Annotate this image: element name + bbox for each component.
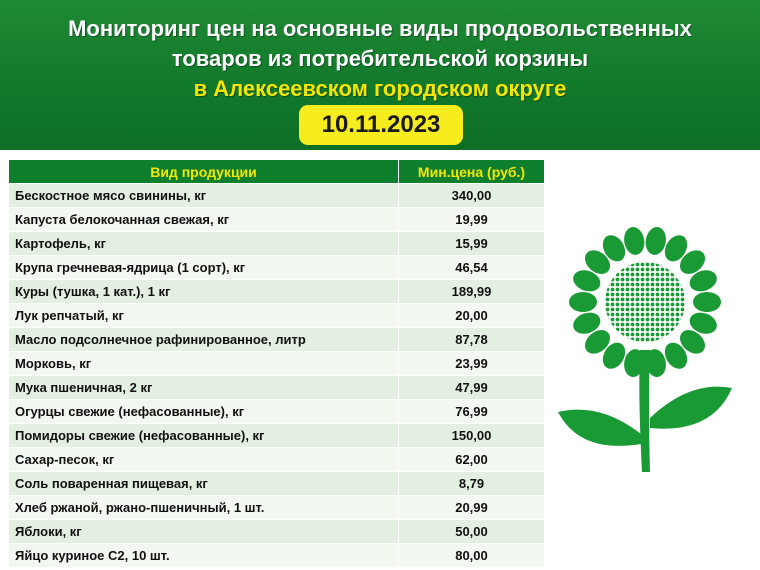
sunflower-petal (643, 225, 668, 256)
product-name: Лук репчатый, кг (9, 304, 399, 328)
title-line-1: Мониторинг цен на основные виды продовольственных (68, 16, 692, 41)
product-name: Куры (тушка, 1 кат.), 1 кг (9, 280, 399, 304)
table-row (9, 448, 545, 472)
product-name: Морковь, кг (9, 352, 399, 376)
table-row (9, 352, 545, 376)
table-row (9, 400, 545, 424)
header-banner (0, 0, 760, 150)
table-row (9, 376, 545, 400)
product-name: Капуста белокочанная свежая, кг (9, 208, 399, 232)
table-row (9, 328, 545, 352)
product-name: Яблоки, кг (9, 520, 399, 544)
product-price: 76,99 (399, 400, 545, 424)
product-name: Крупа гречневая-ядрица (1 сорт), кг (9, 256, 399, 280)
product-price: 189,99 (399, 280, 545, 304)
product-name: Хлеб ржаной, ржано-пшеничный, 1 шт. (9, 496, 399, 520)
product-name: Бескостное мясо свинины, кг (9, 184, 399, 208)
product-price: 23,99 (399, 352, 545, 376)
title-line-2: товаров из потребительской корзины (171, 46, 589, 71)
product-price: 19,99 (399, 208, 545, 232)
product-price: 340,00 (399, 184, 545, 208)
product-price: 20,99 (399, 496, 545, 520)
product-name: Яйцо куриное С2, 10 шт. (9, 544, 399, 568)
table-row (9, 520, 545, 544)
sunflower-icon (540, 222, 750, 480)
table-row (9, 544, 545, 568)
product-name: Помидоры свежие (нефасованные), кг (9, 424, 399, 448)
sunflower-petal (569, 292, 597, 312)
product-price: 150,00 (399, 424, 545, 448)
sunflower-petal (622, 225, 647, 256)
table-row (9, 232, 545, 256)
product-price: 46,54 (399, 256, 545, 280)
product-price: 8,79 (399, 472, 545, 496)
table-header-row (9, 160, 545, 184)
table-row (9, 304, 545, 328)
product-price: 47,99 (399, 376, 545, 400)
product-price: 62,00 (399, 448, 545, 472)
column-header-price: Мин.цена (руб.) (399, 160, 545, 184)
table-row (9, 472, 545, 496)
table-row (9, 256, 545, 280)
product-name: Огурцы свежие (нефасованные), кг (9, 400, 399, 424)
table-row (9, 424, 545, 448)
column-header-product: Вид продукции (9, 160, 399, 184)
product-price: 15,99 (399, 232, 545, 256)
table-row (9, 208, 545, 232)
page-title (0, 14, 760, 104)
table-row (9, 280, 545, 304)
table-row (9, 184, 545, 208)
product-name: Масло подсолнечное рафинированное, литр (9, 328, 399, 352)
product-price: 50,00 (399, 520, 545, 544)
product-name: Мука пшеничная, 2 кг (9, 376, 399, 400)
table-row (9, 496, 545, 520)
product-name: Сахар-песок, кг (9, 448, 399, 472)
product-price: 87,78 (399, 328, 545, 352)
date-badge: 10.11.2023 (299, 105, 463, 145)
title-line-3: в Алексеевском городском округе (193, 76, 567, 101)
sunflower-petal (693, 292, 721, 312)
product-price: 80,00 (399, 544, 545, 568)
product-name: Соль поваренная пищевая, кг (9, 472, 399, 496)
price-table (8, 159, 545, 568)
product-name: Картофель, кг (9, 232, 399, 256)
product-price: 20,00 (399, 304, 545, 328)
